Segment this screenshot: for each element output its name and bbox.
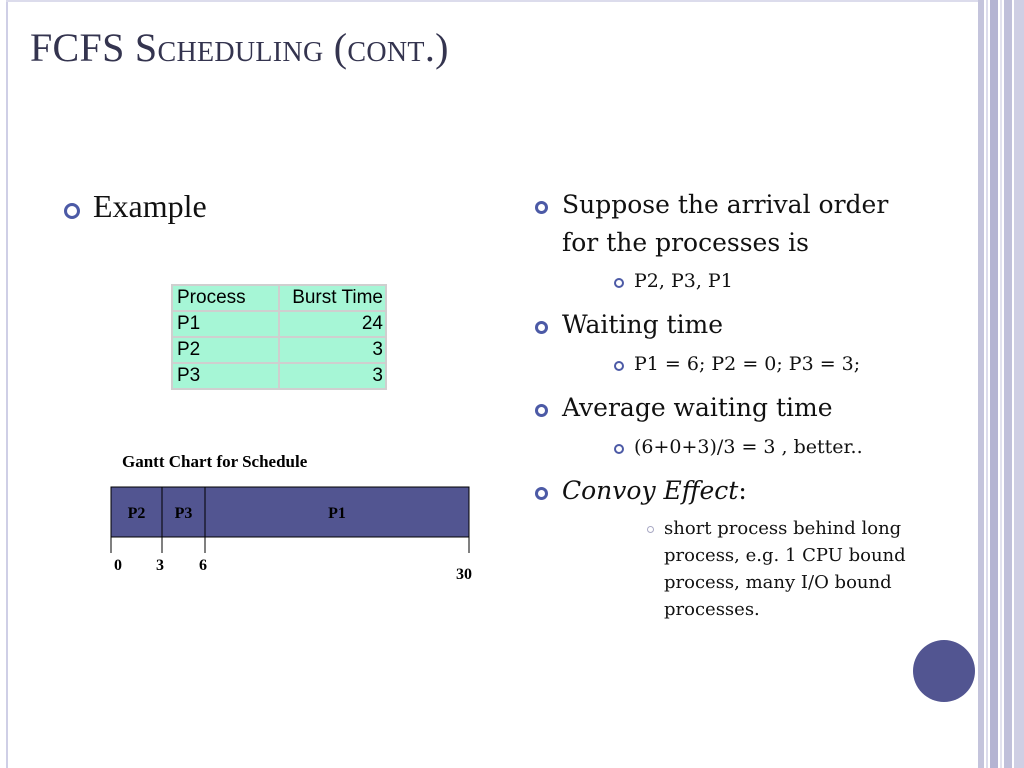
arrival-order-line1: Suppose the arrival order xyxy=(562,190,889,219)
gantt-bar-label: P2 xyxy=(127,505,146,522)
convoy-line: process, many I/O bound xyxy=(664,572,892,593)
sub-bullet-icon xyxy=(614,278,624,288)
bullet-icon xyxy=(535,201,548,214)
slide-title: FCFS Scheduling (cont.) xyxy=(30,25,449,70)
average-waiting-value: (6+0+3)/3 = 3 , better.. xyxy=(634,436,863,458)
arrival-order-value: P2, P3, P1 xyxy=(634,270,733,292)
convoy-effect-colon: : xyxy=(738,476,747,505)
table-cell: 3 xyxy=(279,363,386,389)
convoy-effect-description xyxy=(664,515,964,623)
waiting-time-heading: Waiting time xyxy=(562,310,724,339)
table-cell: 3 xyxy=(279,337,386,363)
convoy-line: process, e.g. 1 CPU bound xyxy=(664,545,906,566)
convoy-effect-label: Convoy Effect xyxy=(562,476,739,505)
gantt-bar-label: P1 xyxy=(328,505,346,522)
gantt-tick-label: 30 xyxy=(456,566,472,583)
convoy-line: processes. xyxy=(664,599,760,620)
example-label: Example xyxy=(93,188,207,224)
sub-bullet-icon xyxy=(614,361,624,371)
table-header-cell: Burst Time xyxy=(279,285,386,311)
table-cell: P1 xyxy=(172,311,279,337)
waiting-time-values: P1 = 6; P2 = 0; P3 = 3; xyxy=(634,353,861,375)
table-cell: 24 xyxy=(279,311,386,337)
gantt-tick-label: 3 xyxy=(156,557,164,574)
average-waiting-heading: Average waiting time xyxy=(562,393,833,422)
table-cell: P3 xyxy=(172,363,279,389)
convoy-line: short process behind long xyxy=(664,518,902,539)
gantt-chart-title: Gantt Chart for Schedule xyxy=(122,452,308,471)
bullet-icon xyxy=(535,487,548,500)
arrival-order-line2: for the processes is xyxy=(562,228,809,257)
table-cell: P2 xyxy=(172,337,279,363)
sub-bullet-icon xyxy=(614,444,624,454)
bullet-icon xyxy=(535,404,548,417)
table-header-cell: Process xyxy=(172,285,279,311)
convoy-effect-heading xyxy=(562,472,747,510)
gantt-tick-label: 0 xyxy=(114,557,122,574)
sub-sub-bullet-icon xyxy=(647,526,654,533)
gantt-tick-label: 6 xyxy=(199,557,207,574)
bullet-icon xyxy=(535,321,548,334)
arrival-order-text xyxy=(562,186,888,262)
gantt-bar-label: P3 xyxy=(174,505,193,522)
